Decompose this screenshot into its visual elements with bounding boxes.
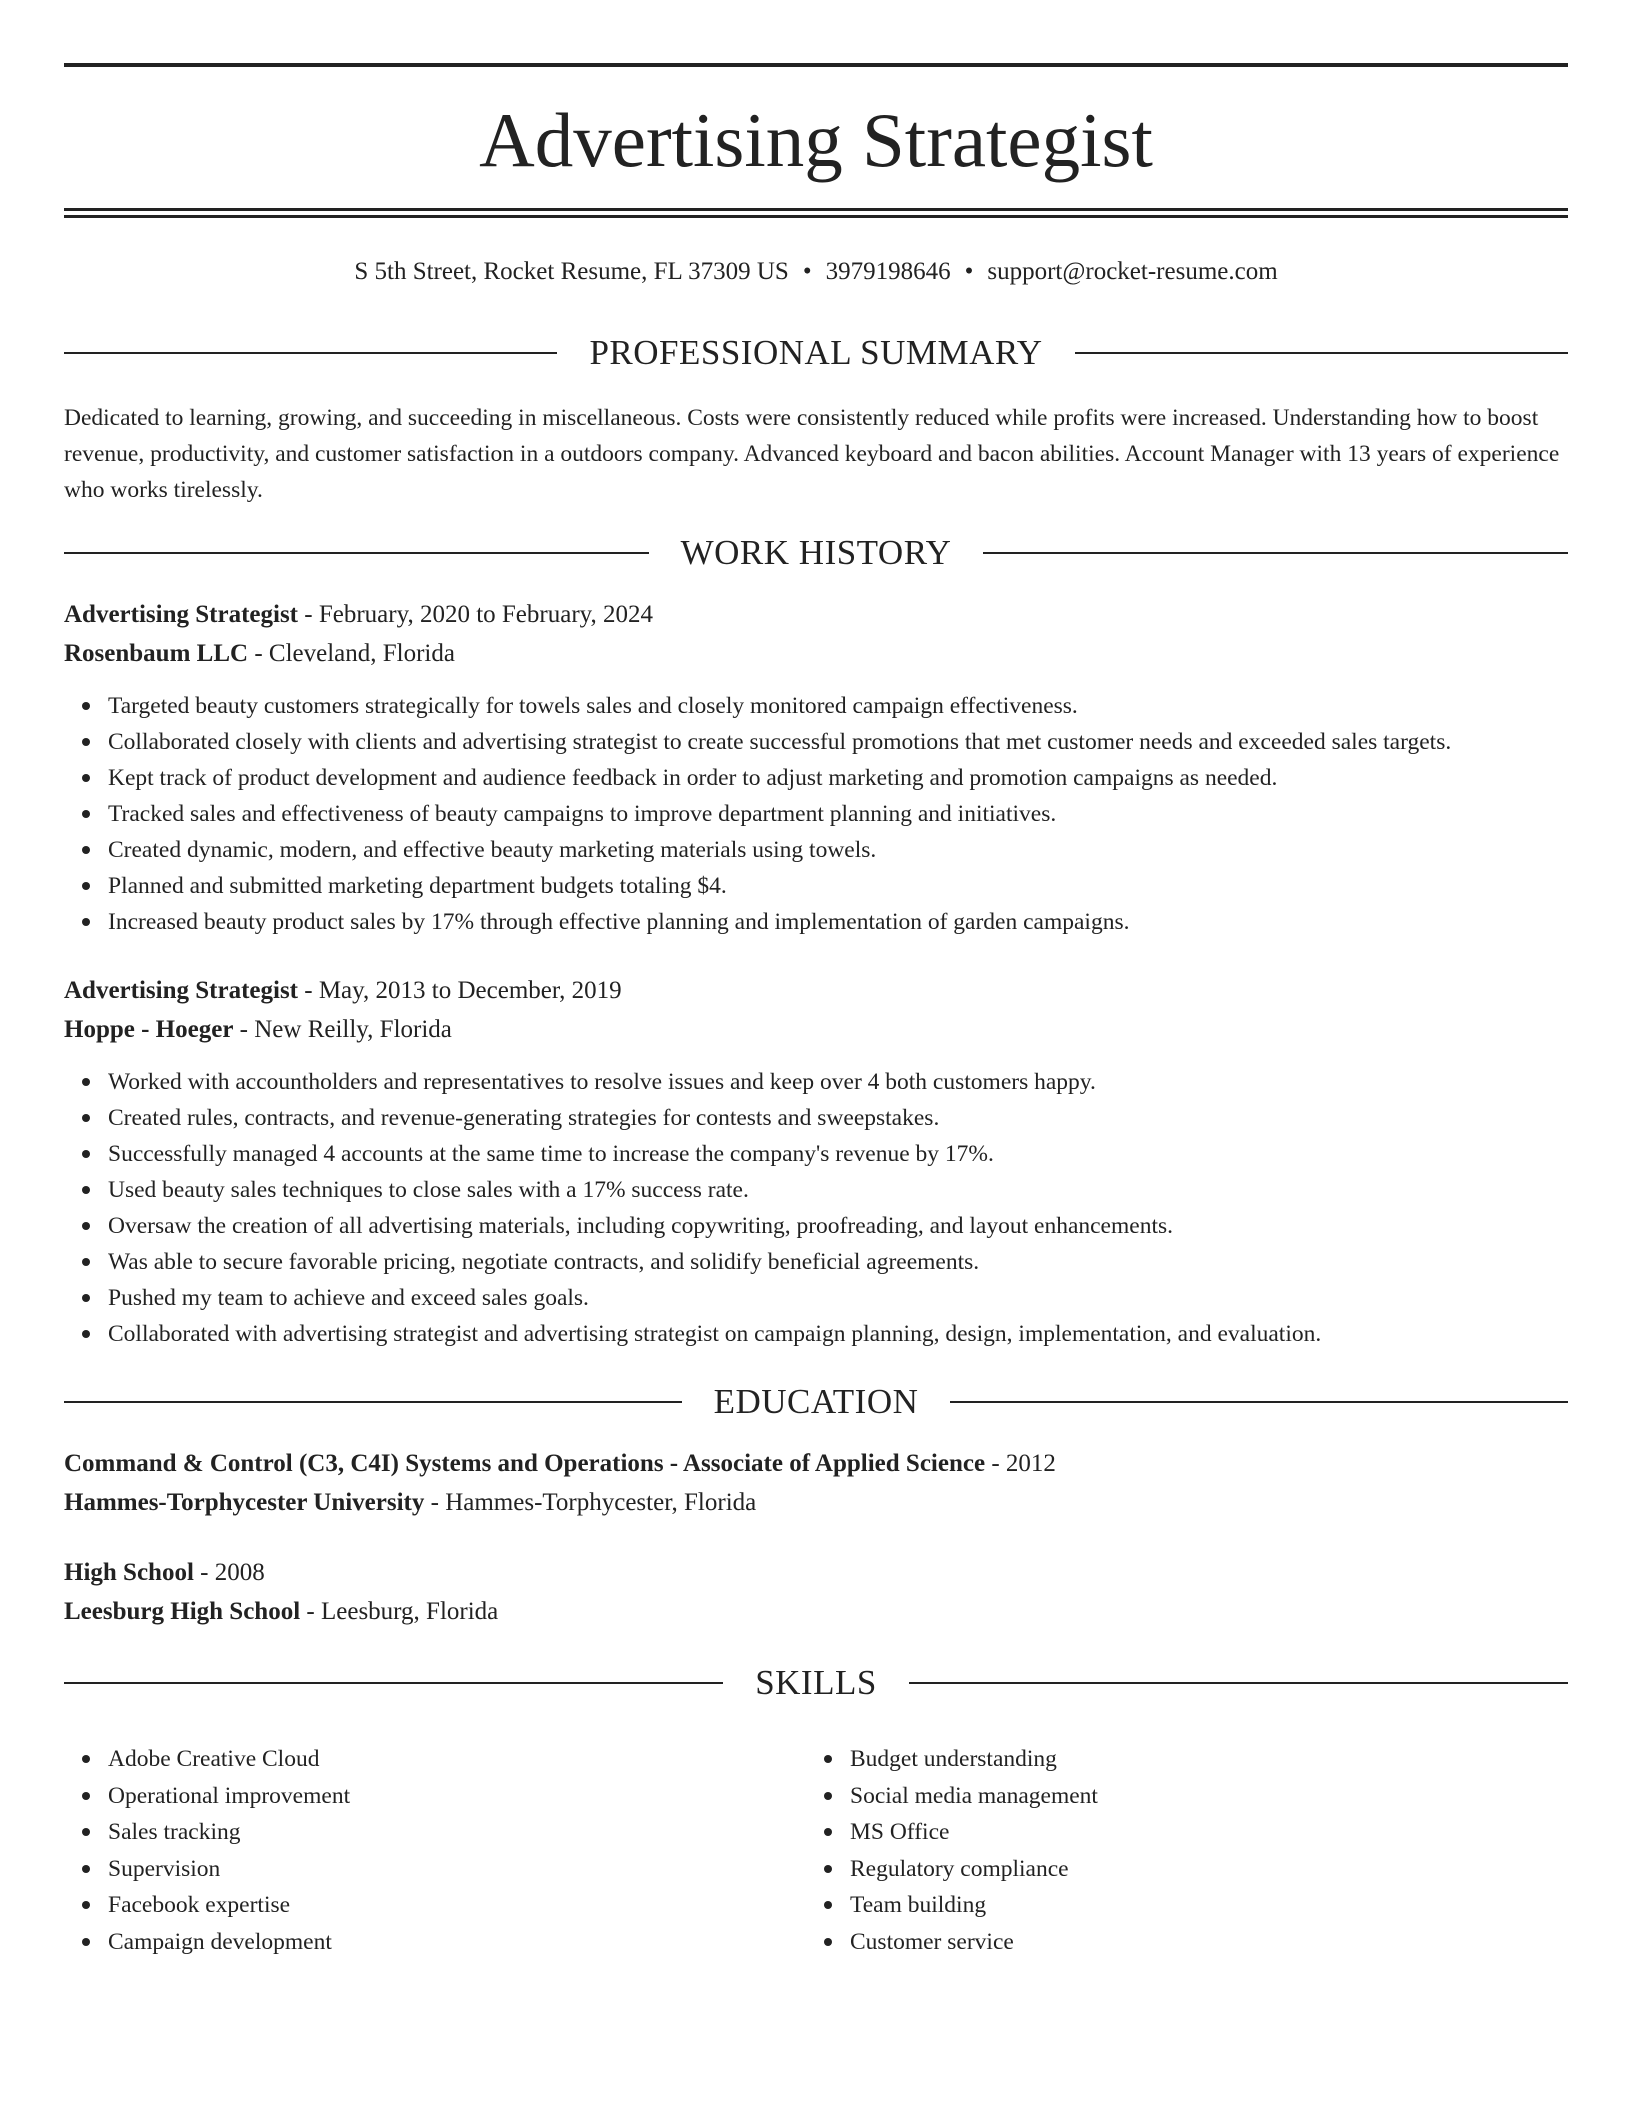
- contact-email: support@rocket-resume.com: [987, 258, 1278, 285]
- skill-item: Budget understanding: [850, 1741, 1550, 1778]
- list-item: Used beauty sales techniques to close sales with a 17% success rate.: [108, 1172, 1612, 1208]
- job-dates: - February, 2020 to February, 2024: [298, 601, 654, 628]
- list-item: Worked with accountholders and representatives to resolve issues and keep over 4 both customers happy.: [108, 1064, 1612, 1100]
- heading-rule: [909, 1682, 1568, 1684]
- section-heading-education: [64, 1380, 1568, 1424]
- list-item: Planned and submitted marketing department budgets totaling $4.: [108, 868, 1612, 904]
- education-school-line: [64, 1486, 1568, 1520]
- skills-list-left: [64, 1741, 808, 1960]
- list-item: Created dynamic, modern, and effective beauty marketing materials using towels.: [108, 832, 1612, 868]
- job-company-line: [64, 637, 1568, 671]
- education-location: - Leesburg, Florida: [300, 1598, 499, 1625]
- job-duties-list: [64, 1064, 1612, 1352]
- education-year: - 2012: [985, 1450, 1056, 1477]
- education-school: Leesburg High School: [64, 1598, 301, 1625]
- job-location: - Cleveland, Florida: [248, 640, 455, 667]
- contact-address: S 5th Street, Rocket Resume, FL 37309 US: [354, 258, 789, 285]
- job-company-line: [64, 1013, 1568, 1047]
- education-degree: High School: [64, 1559, 194, 1586]
- job-location: - New Reilly, Florida: [233, 1016, 452, 1043]
- list-item: Was able to secure favorable pricing, negotiate contracts, and solidify beneficial agreements.: [108, 1244, 1612, 1280]
- job-title: Advertising Strategist: [64, 977, 298, 1004]
- education-school: Hammes-Torphycester University: [64, 1489, 425, 1516]
- heading-rule: [64, 352, 557, 354]
- job-company: Rosenbaum LLC: [64, 640, 249, 667]
- skills-list-right: [806, 1741, 1550, 1960]
- education-year: - 2008: [193, 1559, 265, 1586]
- skill-item: MS Office: [850, 1814, 1550, 1851]
- heading-rule: [64, 552, 649, 554]
- skill-item: Social media management: [850, 1778, 1550, 1815]
- section-heading-work: [64, 531, 1568, 575]
- job-company: Hoppe - Hoeger: [64, 1016, 234, 1043]
- heading-rule: [64, 1401, 682, 1403]
- section-title: EDUCATION: [713, 1382, 919, 1421]
- list-item: Oversaw the creation of all advertising materials, including copywriting, proofreading, and layout enhancements.: [108, 1208, 1612, 1244]
- education-school-line: [64, 1595, 1568, 1629]
- skill-item: Sales tracking: [108, 1814, 808, 1851]
- education-degree: Command & Control (C3, C4I) Systems and Operations - Associate of Applied Science: [64, 1450, 986, 1477]
- skill-item: Operational improvement: [108, 1778, 808, 1815]
- section-title: WORK HISTORY: [680, 533, 952, 572]
- job-duties-list: [64, 688, 1612, 940]
- list-item: Tracked sales and effectiveness of beauty campaigns to improve department planning and initiatives.: [108, 796, 1612, 832]
- list-item: Created rules, contracts, and revenue-generating strategies for contests and sweepstakes.: [108, 1100, 1612, 1136]
- contact-phone: 3979198646: [825, 258, 951, 285]
- skill-item: Adobe Creative Cloud: [108, 1741, 808, 1778]
- list-item: Targeted beauty customers strategically for towels sales and closely monitored campaign effectiveness.: [108, 688, 1612, 724]
- contact-line: [64, 255, 1568, 289]
- education-location: - Hammes-Torphycester, Florida: [424, 1489, 757, 1516]
- skill-item: Facebook expertise: [108, 1887, 808, 1924]
- skill-item: Customer service: [850, 1924, 1550, 1961]
- skill-item: Team building: [850, 1887, 1550, 1924]
- heading-rule: [983, 552, 1568, 554]
- contact-separator: •: [964, 258, 974, 285]
- education-degree-line: [64, 1447, 1568, 1481]
- skill-item: Supervision: [108, 1851, 808, 1888]
- job-title-line: [64, 974, 1568, 1008]
- top-rule: [64, 63, 1568, 67]
- job-dates: - May, 2013 to December, 2019: [298, 977, 622, 1004]
- section-title: SKILLS: [755, 1663, 877, 1702]
- title-double-rule: [64, 208, 1568, 218]
- list-item: Collaborated closely with clients and advertising strategist to create successful promotions that met customer needs and exceeded sales targets.: [108, 724, 1612, 760]
- list-item: Increased beauty product sales by 17% through effective planning and implementation of garden campaigns.: [108, 904, 1612, 940]
- heading-rule: [64, 1682, 723, 1684]
- education-degree-line: [64, 1556, 1568, 1590]
- skill-item: Campaign development: [108, 1924, 808, 1961]
- section-heading-skills: [64, 1661, 1568, 1705]
- heading-rule: [950, 1401, 1568, 1403]
- heading-rule: [1075, 352, 1568, 354]
- section-title: PROFESSIONAL SUMMARY: [589, 333, 1043, 372]
- section-heading-summary: [64, 331, 1568, 375]
- list-item: Collaborated with advertising strategist and advertising strategist on campaign planning, design, implementation, and evaluation.: [108, 1316, 1612, 1352]
- contact-separator: •: [802, 258, 812, 285]
- skill-item: Regulatory compliance: [850, 1851, 1550, 1888]
- list-item: Successfully managed 4 accounts at the same time to increase the company's revenue by 17%.: [108, 1136, 1612, 1172]
- job-title: Advertising Strategist: [64, 601, 298, 628]
- job-title-line: [64, 598, 1568, 632]
- resume-title: Advertising Strategist: [479, 97, 1153, 183]
- list-item: Pushed my team to achieve and exceed sales goals.: [108, 1280, 1612, 1316]
- list-item: Kept track of product development and audience feedback in order to adjust marketing and promotion campaigns as needed.: [108, 760, 1612, 796]
- summary-text: Dedicated to learning, growing, and succeeding in miscellaneous. Costs were consistently reduced while profits were increased. Understanding how to boost revenue, productivity, and customer satisfaction in a outdoors company. Advanced keyboard and bacon abilities. Account Manager with 13 years of experience who works tirelessly.: [64, 405, 1560, 503]
